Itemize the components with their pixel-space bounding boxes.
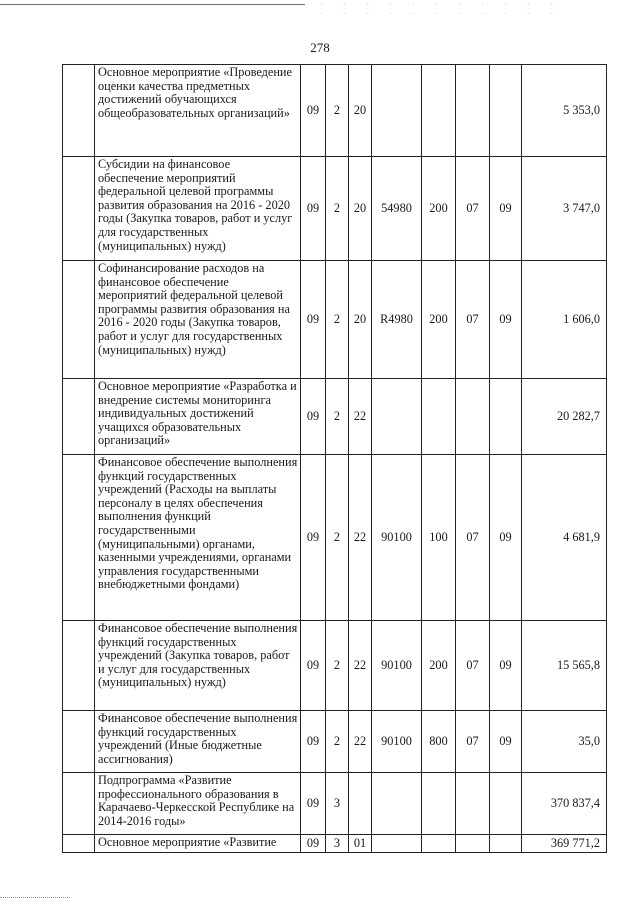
amount-cell: 369 771,2 (522, 835, 607, 853)
name-cell: Подпрограмма «Развитие профессионального образования в Карачаево-Черкесской Республике на 2014-2016 годы» (95, 773, 301, 835)
code-cell: 09 (490, 261, 522, 379)
code-cell (372, 65, 422, 157)
code-cell: R4980 (372, 261, 422, 379)
code-cell: 07 (456, 455, 490, 621)
name-cell: Основное мероприятие «Развитие (95, 835, 301, 853)
table-row (63, 455, 607, 621)
code-cell (422, 65, 456, 157)
table-body (63, 65, 607, 853)
code-cell: 07 (456, 621, 490, 711)
code-cell (456, 379, 490, 455)
amount-cell: 3 747,0 (522, 157, 607, 261)
row-number-cell (63, 157, 95, 261)
code-cell: 2 (326, 157, 349, 261)
row-number-cell (63, 65, 95, 157)
code-cell: 01 (349, 835, 372, 853)
code-cell: 09 (301, 65, 326, 157)
amount-cell: 370 837,4 (522, 773, 607, 835)
scan-specks (310, 0, 570, 14)
code-cell: 20 (349, 261, 372, 379)
table-row (63, 711, 607, 773)
code-cell (372, 379, 422, 455)
code-cell: 07 (456, 157, 490, 261)
code-cell: 09 (301, 835, 326, 853)
code-cell: 09 (301, 773, 326, 835)
code-cell: 07 (456, 261, 490, 379)
table-row (63, 773, 607, 835)
code-cell (456, 773, 490, 835)
code-cell (490, 773, 522, 835)
code-cell: 100 (422, 455, 456, 621)
code-cell (456, 835, 490, 853)
name-cell: Основное мероприятие «Разработка и внедрение системы мониторинга индивидуальных достижений учащихся образовательных организаций» (95, 379, 301, 455)
code-cell: 2 (326, 65, 349, 157)
row-number-cell (63, 773, 95, 835)
code-cell: 20 (349, 65, 372, 157)
code-cell (490, 65, 522, 157)
row-number-cell (63, 621, 95, 711)
code-cell: 09 (301, 711, 326, 773)
amount-cell: 35,0 (522, 711, 607, 773)
name-cell: Субсидии на финансовое обеспечение мероприятий федеральной целевой программы развития образования на 2016 - 2020 годы (Закупка товаров, работ и услуг для государственных (муниципальных) нужд) (95, 157, 301, 261)
code-cell: 09 (301, 261, 326, 379)
code-cell (422, 379, 456, 455)
row-number-cell (63, 711, 95, 773)
code-cell: 800 (422, 711, 456, 773)
page-number: 278 (310, 40, 330, 55)
code-cell: 09 (490, 157, 522, 261)
code-cell: 3 (326, 835, 349, 853)
name-cell: Финансовое обеспечение выполнения функций государственных учреждений (Расходы на выплаты персоналу в целях обеспечения выполнения функций государственными (муниципальными) органами, казенными учреждениями, органами управления государственными внебюджетными фондами) (95, 455, 301, 621)
code-cell: 54980 (372, 157, 422, 261)
code-cell (490, 835, 522, 853)
budget-table (62, 64, 607, 853)
amount-cell: 15 565,8 (522, 621, 607, 711)
code-cell: 3 (326, 773, 349, 835)
code-cell (349, 773, 372, 835)
code-cell: 200 (422, 157, 456, 261)
code-cell: 90100 (372, 711, 422, 773)
code-cell: 09 (301, 621, 326, 711)
row-number-cell (63, 835, 95, 853)
code-cell: 09 (490, 455, 522, 621)
code-cell: 2 (326, 455, 349, 621)
table-row (63, 621, 607, 711)
name-cell: Основное мероприятие «Проведение оценки качества предметных достижений обучающихся общеобразовательных организаций» (95, 65, 301, 157)
table-row (63, 379, 607, 455)
table-row (63, 157, 607, 261)
code-cell: 07 (456, 711, 490, 773)
code-cell: 2 (326, 261, 349, 379)
code-cell (372, 773, 422, 835)
code-cell: 09 (301, 455, 326, 621)
scan-edge-marks (0, 897, 70, 901)
code-cell: 2 (326, 711, 349, 773)
amount-cell: 5 353,0 (522, 65, 607, 157)
table-row (63, 65, 607, 157)
code-cell (490, 379, 522, 455)
amount-cell: 1 606,0 (522, 261, 607, 379)
name-cell: Финансовое обеспечение выполнения функций государственных учреждений (Закупка товаров, работ и услуг для государственных (муниципальных) нужд) (95, 621, 301, 711)
code-cell: 09 (301, 157, 326, 261)
table-row (63, 835, 607, 853)
code-cell: 90100 (372, 621, 422, 711)
code-cell: 22 (349, 379, 372, 455)
name-cell: Софинансирование расходов на финансовое обеспечение мероприятий федеральной целевой программы развития образования на 2016 - 2020 годы (Закупка товаров, работ и услуг для государственных (муниципальных) нужд) (95, 261, 301, 379)
code-cell: 22 (349, 621, 372, 711)
row-number-cell (63, 455, 95, 621)
code-cell (422, 835, 456, 853)
code-cell: 22 (349, 455, 372, 621)
code-cell (422, 773, 456, 835)
amount-cell: 4 681,9 (522, 455, 607, 621)
code-cell: 2 (326, 621, 349, 711)
code-cell (456, 65, 490, 157)
code-cell: 20 (349, 157, 372, 261)
row-number-cell (63, 379, 95, 455)
code-cell (372, 835, 422, 853)
code-cell: 09 (490, 711, 522, 773)
code-cell: 200 (422, 261, 456, 379)
code-cell: 90100 (372, 455, 422, 621)
top-rule (0, 4, 305, 5)
code-cell: 200 (422, 621, 456, 711)
code-cell: 22 (349, 711, 372, 773)
row-number-cell (63, 261, 95, 379)
amount-cell: 20 282,7 (522, 379, 607, 455)
code-cell: 09 (301, 379, 326, 455)
table-row (63, 261, 607, 379)
code-cell: 09 (490, 621, 522, 711)
name-cell: Финансовое обеспечение выполнения функций государственных учреждений (Иные бюджетные ассигнования) (95, 711, 301, 773)
code-cell: 2 (326, 379, 349, 455)
